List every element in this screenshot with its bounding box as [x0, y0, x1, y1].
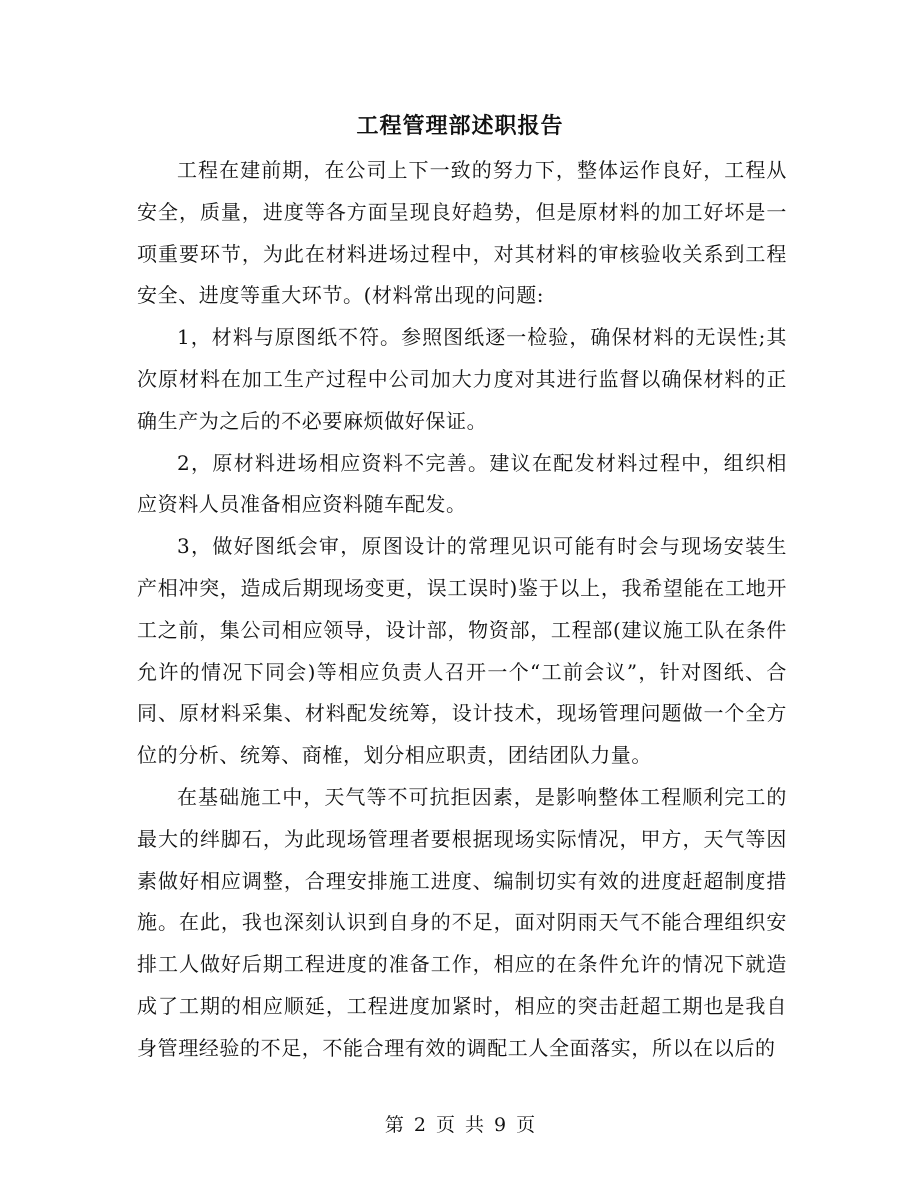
- paragraph-item-1: 1，材料与原图纸不符。参照图纸逐一检验，确保材料的无误性;其次原材料在加工生产过程中公司加大力度对其进行监督以确保材料的正确生产为之后的不必要麻烦做好保证。: [137, 325, 787, 433]
- paragraph-item-2: 2，原材料进场相应资料不完善。建议在配发材料过程中，组织相应资料人员准备相应资料随车配发。: [137, 450, 787, 517]
- document-body: [137, 150, 787, 1070]
- page-number-footer: 第 2 页 共 9 页: [384, 1114, 536, 1136]
- document-title: 工程管理部述职报告: [356, 113, 564, 139]
- paragraph-foundation: 在基础施工中，天气等不可抗拒因素，是影响整体工程顺利完工的最大的绊脚石，为此现场管理者要根据现场实际情况，甲方，天气等因素做好相应调整，合理安排施工进度、编制切实有效的进度赶超制度措施。在此，我也深刻认识到自身的不足，面对阴雨天气不能合理组织安排工人做好后期工程进度的准备工作，相应的在条件允许的情况下就造成了工期的相应顺延，工程进度加紧时，相应的突击赶超工期也是我自身管理经验的不足，不能合理有效的调配工人全面落实，所以在以后的: [137, 784, 787, 1060]
- paragraph-intro: 工程在建前期，在公司上下一致的努力下，整体运作良好，工程从安全，质量，进度等各方面呈现良好趋势，但是原材料的加工好坏是一项重要环节，为此在材料进场过程中，对其材料的审核验收关系到工程安全、进度等重大环节。(材料常出现的问题:: [137, 158, 787, 308]
- paragraph-item-3: 3，做好图纸会审，原图设计的常理见识可能有时会与现场安装生产相冲突，造成后期现场变更，误工误时)鉴于以上，我希望能在工地开工之前，集公司相应领导，设计部，物资部，工程部(建议施工队在条件允许的情况下同会)等相应负责人召开一个“工前会议”，针对图纸、合同、原材料采集、材料配发统筹，设计技术，现场管理问题做一个全方位的分析、统筹、商榷，划分相应职责，团结团队力量。: [137, 534, 787, 768]
